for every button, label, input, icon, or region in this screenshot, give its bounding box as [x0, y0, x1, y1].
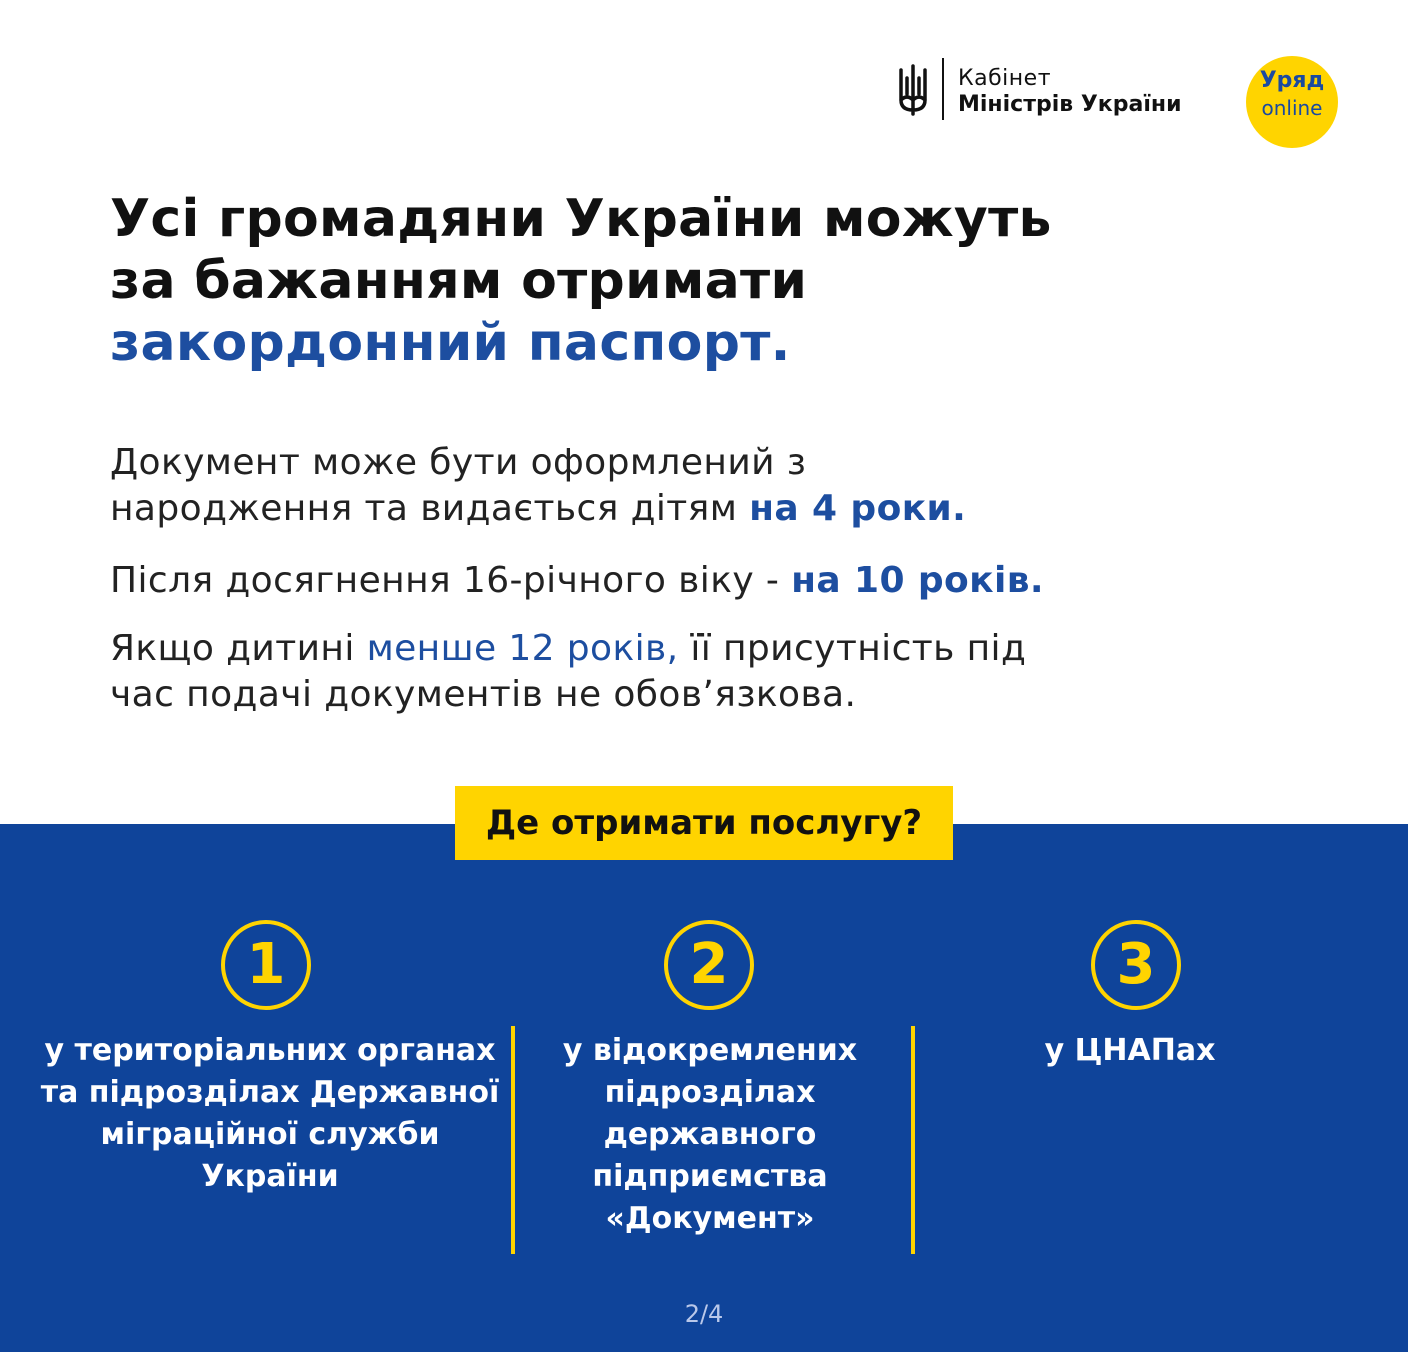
where-question-label: Де отримати послугу? [455, 786, 953, 860]
title-line1: Усі громадяни України можуть [110, 189, 1052, 249]
option-number-1: 1 [221, 920, 311, 1010]
option-text-3: у ЦНАПах [1044, 1033, 1216, 1068]
info-p1-line2 [110, 486, 966, 532]
info-paragraph-3 [110, 626, 1026, 718]
org-name-line2: Міністрів України [958, 92, 1182, 117]
info-p3-line2: час подачі документів не обов’язкова. [110, 674, 857, 715]
info-paragraph-1 [110, 440, 966, 532]
option-number-3: 3 [1091, 920, 1181, 1010]
option-text-1: у територіальних органах та підрозділах Державної міграційної служби України [40, 1033, 500, 1194]
header [0, 56, 1408, 156]
uryad-online-badge [1246, 56, 1338, 148]
info-p3-highlight: менше 12 років, [366, 628, 679, 669]
page-indicator: 2/4 [684, 1300, 724, 1328]
info-p2-text: Після досягнення 16-річного віку - [110, 560, 792, 601]
title-line2: за бажанням отримати [110, 251, 808, 311]
header-divider [942, 58, 944, 120]
info-p1-highlight: на 4 роки. [749, 488, 967, 529]
badge-line1: Уряд [1259, 68, 1325, 93]
column-divider-1 [511, 1026, 515, 1254]
org-name-line1: Кабінет [958, 66, 1052, 91]
page-title [110, 188, 1052, 374]
info-paragraph-2 [110, 558, 1044, 604]
trident-icon [896, 64, 930, 116]
info-p3-line1 [110, 626, 1026, 672]
info-p1-line1: Документ може бути оформлений з [110, 442, 807, 483]
info-p3-text-a: Якщо дитині [110, 628, 367, 669]
info-p2-highlight: на 10 років. [791, 560, 1044, 601]
info-p1-text: народження та видається дітям [110, 488, 750, 529]
option-number-2: 2 [664, 920, 754, 1010]
title-line3: закордонний паспорт. [110, 313, 791, 373]
option-text-2: у відокремлених підрозділах державного підприємства «Документ» [562, 1033, 858, 1236]
info-p3-text-b: її присутність під [678, 628, 1027, 669]
column-divider-2 [911, 1026, 915, 1254]
badge-line2: online [1261, 96, 1323, 120]
